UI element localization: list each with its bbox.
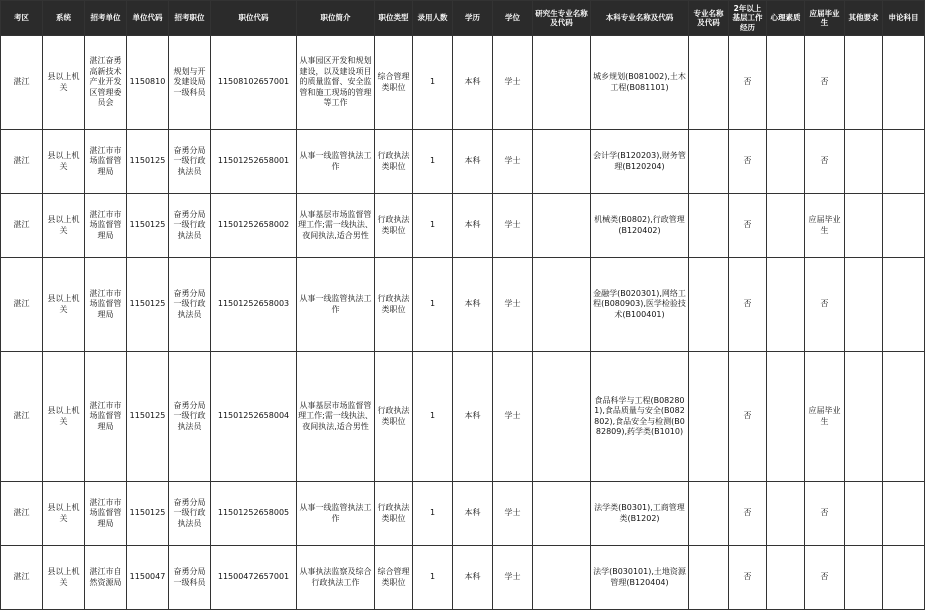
education-cell: 本科 (453, 258, 493, 352)
essay-cell (883, 36, 925, 130)
other-req-cell (845, 194, 883, 258)
header-row (1, 1, 925, 36)
system-cell: 县以上机关 (43, 546, 85, 610)
position-cell: 规划与开发建设局一级科员 (169, 36, 211, 130)
description-cell: 从事一线监管执法工作 (297, 482, 375, 546)
position-cell: 奋勇分局一级行政执法员 (169, 194, 211, 258)
type-cell: 综合管理类职位 (375, 36, 413, 130)
column-header: 本科专业名称及代码 (591, 1, 689, 36)
area-cell: 湛江 (1, 482, 43, 546)
unit-code-cell: 1150125 (127, 130, 169, 194)
position-cell: 奋勇分局一级科员 (169, 546, 211, 610)
description-cell: 从事一线监管执法工作 (297, 258, 375, 352)
position-code-cell: 11501252658004 (211, 352, 297, 482)
table-body (1, 36, 925, 610)
unit-code-cell: 1150125 (127, 352, 169, 482)
psychology-cell (767, 352, 805, 482)
other-req-cell (845, 482, 883, 546)
other-req-cell (845, 258, 883, 352)
position-code-cell: 11501252658003 (211, 258, 297, 352)
column-header: 研究生专业名称及代码 (533, 1, 591, 36)
grad-major-cell (533, 546, 591, 610)
column-header: 学位 (493, 1, 533, 36)
description-cell: 从事园区开发和规划建设，以及建设项目的质量监督、安全监管和施工现场的管理等工作 (297, 36, 375, 130)
grad-major-cell (533, 482, 591, 546)
degree-cell: 学士 (493, 36, 533, 130)
count-cell: 1 (413, 482, 453, 546)
column-header: 心理素质 (767, 1, 805, 36)
grad-major-cell (533, 194, 591, 258)
type-cell: 行政执法类职位 (375, 194, 413, 258)
column-header: 学历 (453, 1, 493, 36)
education-cell: 本科 (453, 482, 493, 546)
other-major-cell (689, 258, 729, 352)
position-code-cell: 11501252658001 (211, 130, 297, 194)
area-cell: 湛江 (1, 194, 43, 258)
essay-cell (883, 194, 925, 258)
unit-cell: 湛江奋勇高新技术产业开发区管理委员会 (85, 36, 127, 130)
degree-cell: 学士 (493, 194, 533, 258)
table-row (1, 546, 925, 610)
experience-cell: 否 (729, 36, 767, 130)
column-header: 专业名称及代码 (689, 1, 729, 36)
unit-cell: 湛江市市场监督管理局 (85, 352, 127, 482)
other-major-cell (689, 130, 729, 194)
column-header: 考区 (1, 1, 43, 36)
major-cell: 食品科学与工程(B082801),食品质量与安全(B082802),食品安全与检测(B082809),药学类(B1010) (591, 352, 689, 482)
psychology-cell (767, 130, 805, 194)
column-header: 职位类型 (375, 1, 413, 36)
fresh-grad-cell: 应届毕业生 (805, 194, 845, 258)
education-cell: 本科 (453, 130, 493, 194)
count-cell: 1 (413, 546, 453, 610)
experience-cell: 否 (729, 352, 767, 482)
position-code-cell: 11501252658005 (211, 482, 297, 546)
degree-cell: 学士 (493, 258, 533, 352)
fresh-grad-cell: 应届毕业生 (805, 352, 845, 482)
area-cell: 湛江 (1, 130, 43, 194)
unit-code-cell: 1150810 (127, 36, 169, 130)
type-cell: 行政执法类职位 (375, 482, 413, 546)
other-req-cell (845, 546, 883, 610)
column-header: 应届毕业生 (805, 1, 845, 36)
system-cell: 县以上机关 (43, 36, 85, 130)
major-cell: 金融学(B020301),网络工程(B080903),医学检验技术(B100401) (591, 258, 689, 352)
system-cell: 县以上机关 (43, 258, 85, 352)
description-cell: 从事一线监管执法工作 (297, 130, 375, 194)
education-cell: 本科 (453, 36, 493, 130)
experience-cell: 否 (729, 258, 767, 352)
position-code-cell: 11508102657001 (211, 36, 297, 130)
experience-cell: 否 (729, 482, 767, 546)
other-major-cell (689, 482, 729, 546)
unit-cell: 湛江市市场监督管理局 (85, 482, 127, 546)
education-cell: 本科 (453, 352, 493, 482)
fresh-grad-cell: 否 (805, 130, 845, 194)
essay-cell (883, 546, 925, 610)
other-req-cell (845, 352, 883, 482)
position-code-cell: 11500472657001 (211, 546, 297, 610)
position-code-cell: 11501252658002 (211, 194, 297, 258)
description-cell: 从事执法监察及综合行政执法工作 (297, 546, 375, 610)
grad-major-cell (533, 130, 591, 194)
column-header: 招考单位 (85, 1, 127, 36)
other-major-cell (689, 546, 729, 610)
description-cell: 从事基层市场监督管理工作;需一线执法、夜间执法,适合男性 (297, 352, 375, 482)
essay-cell (883, 258, 925, 352)
area-cell: 湛江 (1, 36, 43, 130)
column-header: 职位简介 (297, 1, 375, 36)
system-cell: 县以上机关 (43, 130, 85, 194)
type-cell: 行政执法类职位 (375, 352, 413, 482)
unit-cell: 湛江市市场监督管理局 (85, 258, 127, 352)
type-cell: 行政执法类职位 (375, 258, 413, 352)
psychology-cell (767, 258, 805, 352)
other-major-cell (689, 352, 729, 482)
psychology-cell (767, 194, 805, 258)
education-cell: 本科 (453, 194, 493, 258)
count-cell: 1 (413, 36, 453, 130)
experience-cell: 否 (729, 546, 767, 610)
count-cell: 1 (413, 130, 453, 194)
degree-cell: 学士 (493, 482, 533, 546)
unit-code-cell: 1150125 (127, 258, 169, 352)
fresh-grad-cell: 否 (805, 482, 845, 546)
unit-cell: 湛江市市场监督管理局 (85, 130, 127, 194)
psychology-cell (767, 546, 805, 610)
unit-cell: 湛江市自然资源局 (85, 546, 127, 610)
degree-cell: 学士 (493, 546, 533, 610)
other-major-cell (689, 194, 729, 258)
type-cell: 行政执法类职位 (375, 130, 413, 194)
position-cell: 奋勇分局一级行政执法员 (169, 130, 211, 194)
table-row (1, 194, 925, 258)
essay-cell (883, 352, 925, 482)
position-cell: 奋勇分局一级行政执法员 (169, 258, 211, 352)
system-cell: 县以上机关 (43, 194, 85, 258)
degree-cell: 学士 (493, 130, 533, 194)
major-cell: 法学类(B0301),工商管理类(B1202) (591, 482, 689, 546)
position-cell: 奋勇分局一级行政执法员 (169, 352, 211, 482)
column-header: 职位代码 (211, 1, 297, 36)
column-header: 申论科目 (883, 1, 925, 36)
other-major-cell (689, 36, 729, 130)
column-header: 招考职位 (169, 1, 211, 36)
unit-code-cell: 1150047 (127, 546, 169, 610)
education-cell: 本科 (453, 546, 493, 610)
essay-cell (883, 130, 925, 194)
grad-major-cell (533, 36, 591, 130)
degree-cell: 学士 (493, 352, 533, 482)
other-req-cell (845, 36, 883, 130)
major-cell: 会计学(B120203),财务管理(B120204) (591, 130, 689, 194)
unit-code-cell: 1150125 (127, 482, 169, 546)
major-cell: 机械类(B0802),行政管理(B120402) (591, 194, 689, 258)
column-header: 2年以上基层工作经历 (729, 1, 767, 36)
fresh-grad-cell: 否 (805, 36, 845, 130)
table-row (1, 130, 925, 194)
psychology-cell (767, 36, 805, 130)
essay-cell (883, 482, 925, 546)
area-cell: 湛江 (1, 546, 43, 610)
area-cell: 湛江 (1, 352, 43, 482)
unit-cell: 湛江市市场监督管理局 (85, 194, 127, 258)
system-cell: 县以上机关 (43, 482, 85, 546)
fresh-grad-cell: 否 (805, 546, 845, 610)
table-row (1, 36, 925, 130)
table-row (1, 258, 925, 352)
table-row (1, 482, 925, 546)
count-cell: 1 (413, 258, 453, 352)
unit-code-cell: 1150125 (127, 194, 169, 258)
position-cell: 奋勇分局一级行政执法员 (169, 482, 211, 546)
grad-major-cell (533, 352, 591, 482)
description-cell: 从事基层市场监督管理工作;需一线执法、夜间执法,适合男性 (297, 194, 375, 258)
major-cell: 法学(B030101),土地资源管理(B120404) (591, 546, 689, 610)
system-cell: 县以上机关 (43, 352, 85, 482)
column-header: 单位代码 (127, 1, 169, 36)
count-cell: 1 (413, 194, 453, 258)
fresh-grad-cell: 否 (805, 258, 845, 352)
other-req-cell (845, 130, 883, 194)
column-header: 系统 (43, 1, 85, 36)
area-cell: 湛江 (1, 258, 43, 352)
count-cell: 1 (413, 352, 453, 482)
major-cell: 城乡规划(B081002),土木工程(B081101) (591, 36, 689, 130)
column-header: 录用人数 (413, 1, 453, 36)
type-cell: 综合管理类职位 (375, 546, 413, 610)
grad-major-cell (533, 258, 591, 352)
experience-cell: 否 (729, 130, 767, 194)
table-row (1, 352, 925, 482)
column-header: 其他要求 (845, 1, 883, 36)
experience-cell: 否 (729, 194, 767, 258)
psychology-cell (767, 482, 805, 546)
